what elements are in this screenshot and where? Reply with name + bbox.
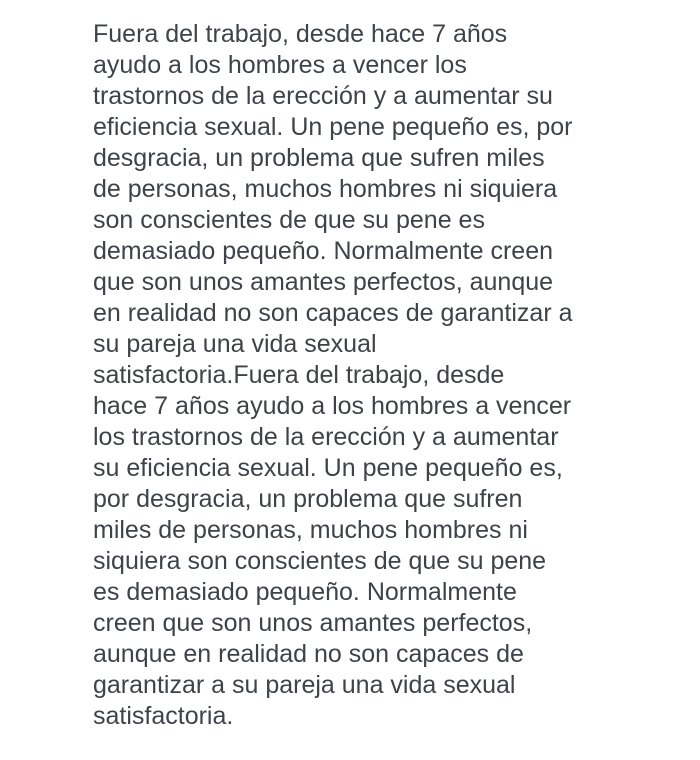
paragraph-line: trastornos de la erección y a aumentar su [93,82,553,110]
paragraph-line: aunque en realidad no son capaces de [93,640,524,668]
paragraph-line: creen que son unos amantes perfectos, [93,609,533,637]
paragraph-line: su eficiencia sexual. Un pene pequeño es, [93,454,563,482]
paragraph-line: son conscientes de que su pene es [93,206,485,234]
paragraph-line: siquiera son conscientes de que su pene [93,547,547,575]
paragraph-line: de personas, muchos hombres ni siquiera [93,175,558,203]
paragraph-line: es demasiado pequeño. Normalmente [93,578,517,606]
paragraph-line: eficiencia sexual. Un pene pequeño es, por [93,113,573,141]
paragraph-line: miles de personas, muchos hombres ni [93,516,528,544]
body-paragraph [93,19,653,732]
paragraph-line: satisfactoria.Fuera del trabajo, desde [93,361,505,389]
paragraph-line: su pareja una vida sexual [93,330,377,358]
paragraph-line: desgracia, un problema que sufren miles [93,144,545,172]
paragraph-line: en realidad no son capaces de garantizar a [93,299,573,327]
paragraph-line: demasiado pequeño. Normalmente creen [93,237,553,265]
paragraph-line: los trastornos de la erección y a aumentar [93,423,559,451]
paragraph-line: por desgracia, un problema que sufren [93,485,523,513]
paragraph-line: garantizar a su pareja una vida sexual [93,671,516,699]
paragraph-line: satisfactoria. [93,702,234,730]
paragraph-line: ayudo a los hombres a vencer los [93,51,467,79]
paragraph-line: que son unos amantes perfectos, aunque [93,268,554,296]
paragraph-line: hace 7 años ayudo a los hombres a vencer [93,392,572,420]
paragraph-line: Fuera del trabajo, desde hace 7 años [93,20,508,48]
